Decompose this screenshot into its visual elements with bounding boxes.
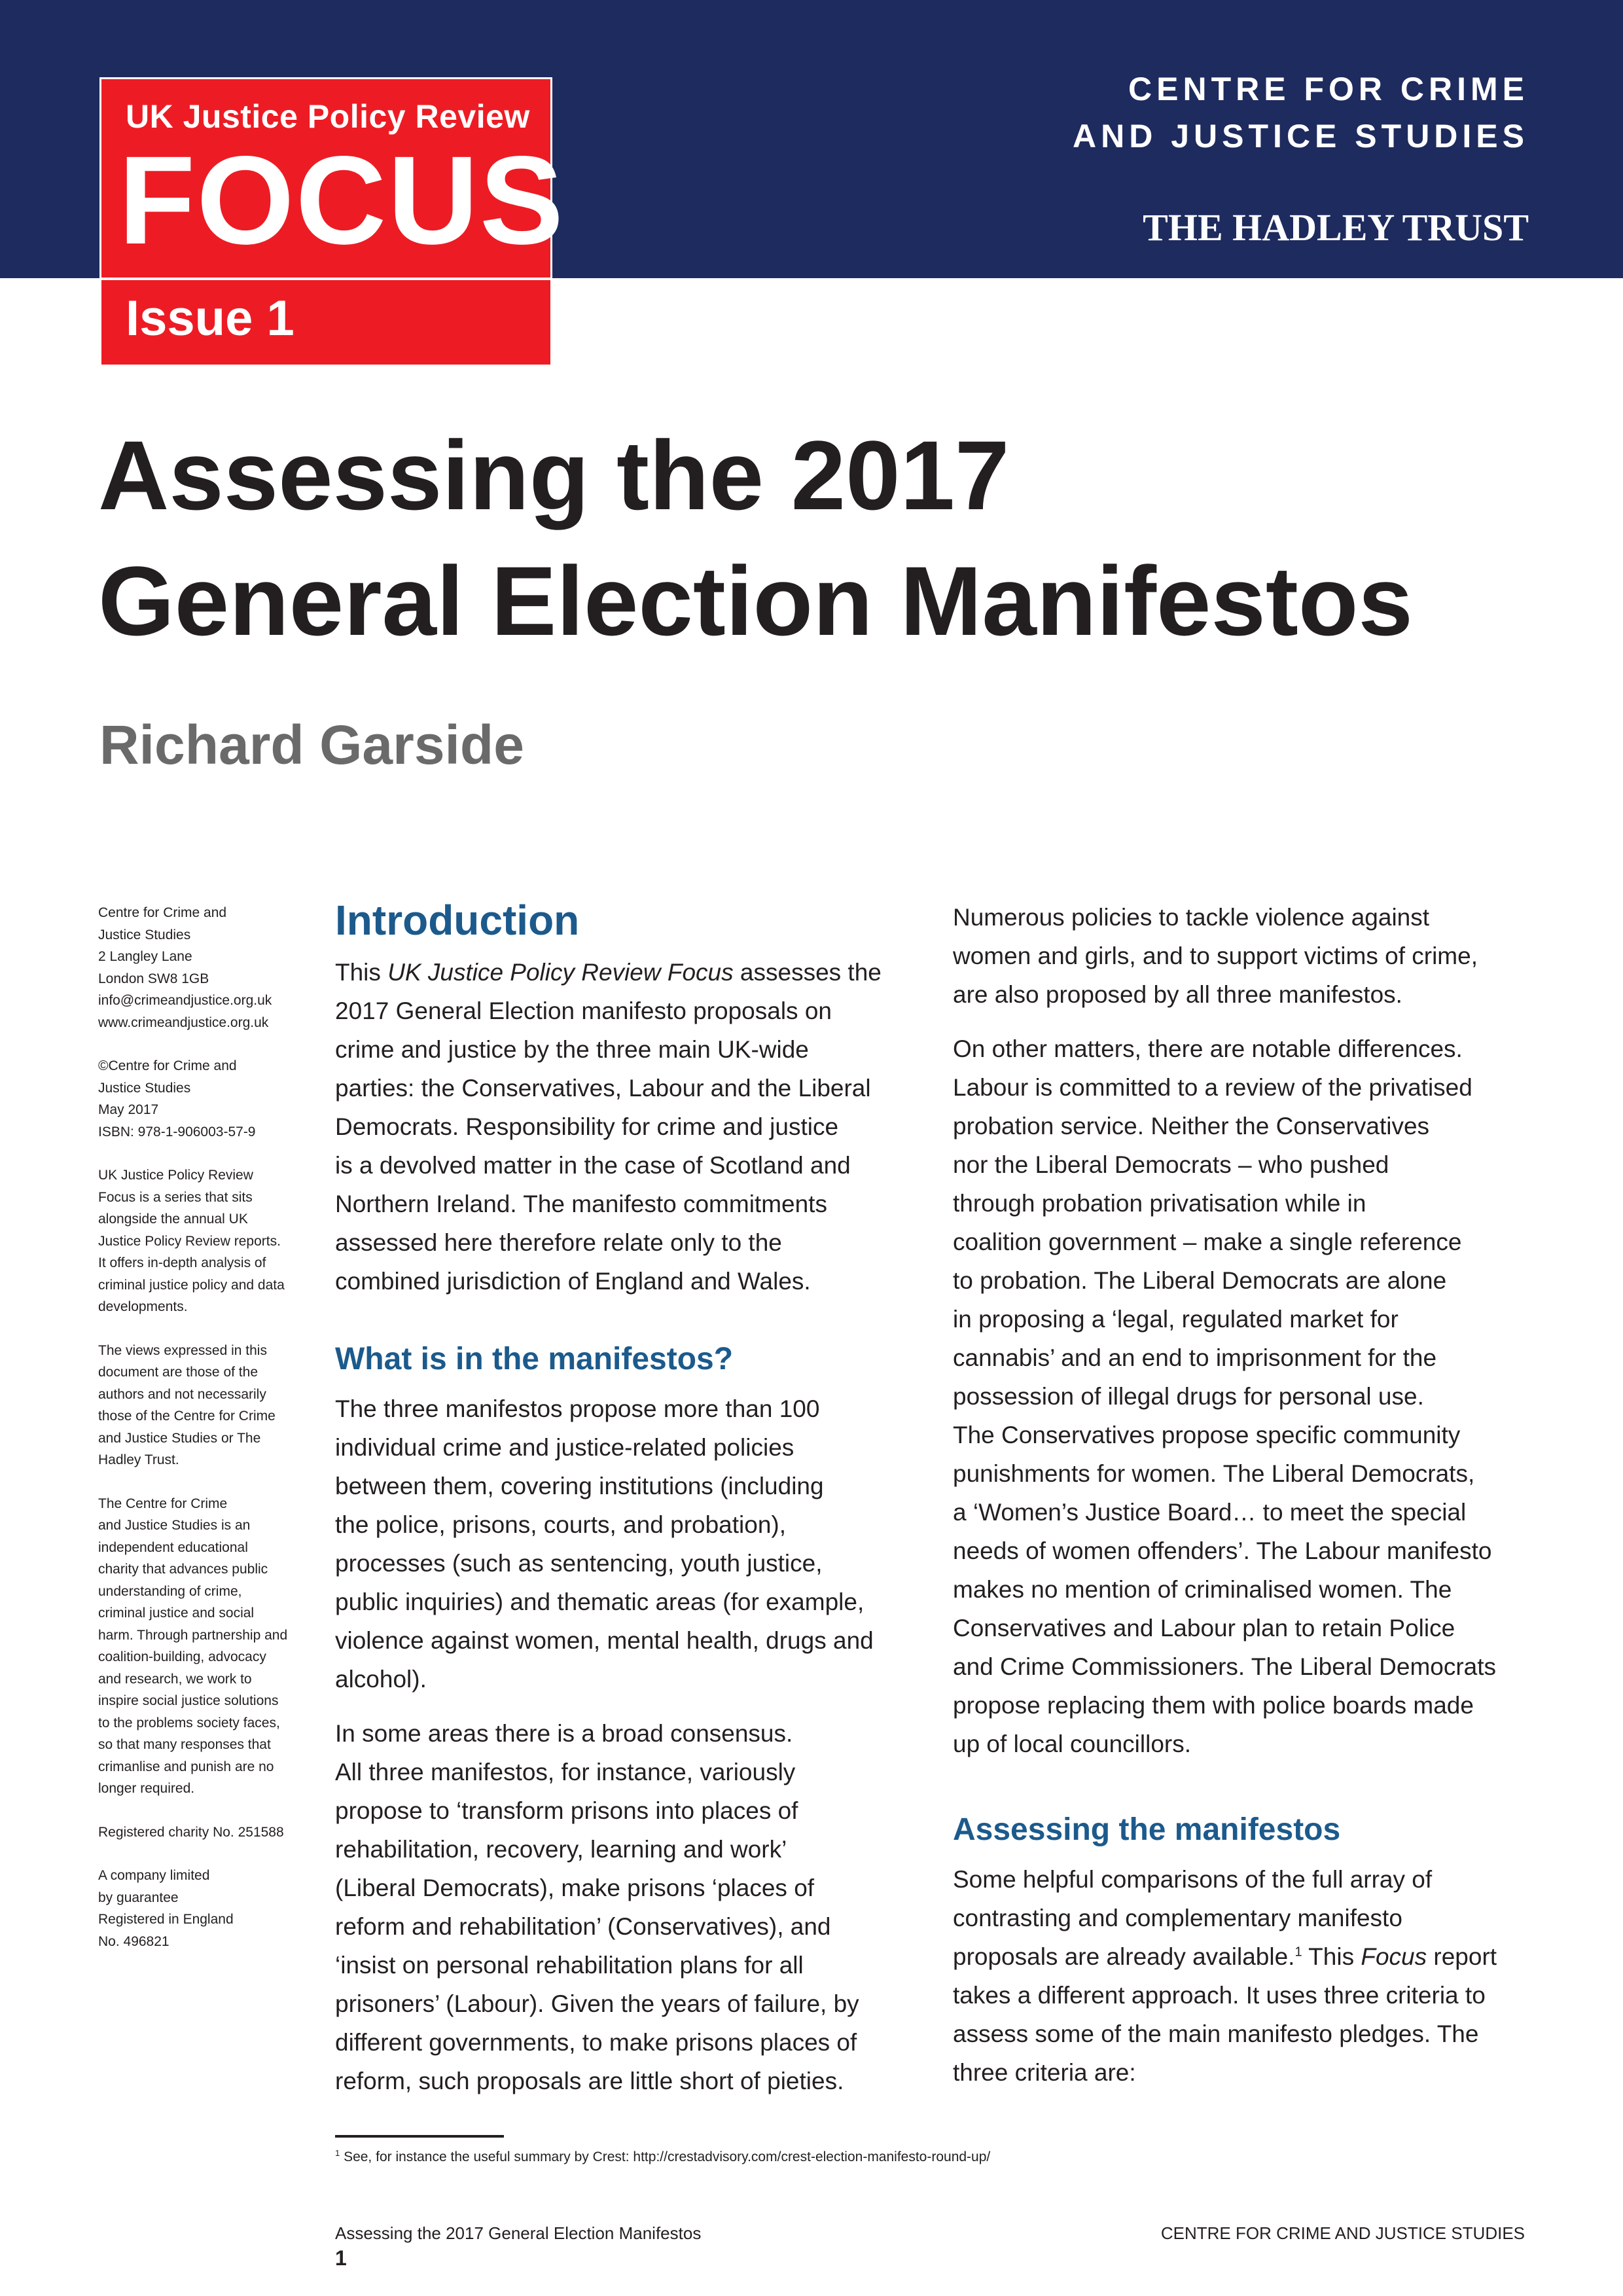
introduction-paragraph	[335, 953, 911, 1300]
footnote-rule	[335, 2135, 504, 2138]
focus-wordmark: FOCUS	[118, 130, 565, 270]
author-name: Richard Garside	[99, 714, 524, 776]
text-line: charity that advances public	[98, 1562, 268, 1577]
text-line: in proposing a ‘legal, regulated market for	[953, 1306, 1399, 1333]
text-line: London SW8 1GB	[98, 971, 209, 986]
paragraph-line: contrasting and complementary manifesto	[953, 1905, 1402, 1931]
text-line: Northern Ireland. The manifesto commitments	[335, 1191, 827, 1217]
sidebar-charity-number	[98, 1821, 321, 1844]
text-line: by guarantee	[98, 1890, 179, 1905]
series-name: UK Justice Policy Review	[126, 98, 530, 135]
text-line: possession of illegal drugs for personal use.	[953, 1383, 1424, 1410]
text-line: through probation privatisation while in	[953, 1190, 1366, 1217]
org-line-2: AND JUSTICE STUDIES	[1073, 118, 1529, 154]
text-line: cannabis’ and an end to imprisonment for the	[953, 1344, 1437, 1371]
issue-number: Issue 1	[126, 291, 294, 346]
sidebar-address	[98, 902, 321, 1033]
text-line: nor the Liberal Democrats – who pushed	[953, 1151, 1389, 1178]
footnote-text: See, for instance the useful summary by Crest: http://crestadvisory.com/crest-election-manifesto-round-up/	[340, 2149, 991, 2164]
logo-divider	[101, 278, 550, 280]
text-line: those of the Centre for Crime	[98, 1408, 276, 1424]
text-line: inspire social justice solutions	[98, 1693, 279, 1708]
text-line: assessed here therefore relate only to the	[335, 1229, 782, 1256]
text-line: different governments, to make prisons places of	[335, 2029, 857, 2056]
differences-paragraph	[953, 1030, 1555, 1763]
body-column-1	[335, 895, 911, 2116]
text-line: alongside the annual UK	[98, 1211, 248, 1227]
page-title	[98, 412, 1571, 664]
text-line: the police, prisons, courts, and probation),	[335, 1511, 786, 1538]
org-line-1: CENTRE FOR CRIME	[1128, 71, 1529, 107]
sidebar-info	[98, 902, 321, 1974]
text-line: ISBN: 978-1-906003-57-9	[98, 1124, 256, 1139]
footnote-reference[interactable]: 1	[1294, 1945, 1302, 1960]
text-line: public inquiries) and thematic areas (for example,	[335, 1588, 865, 1615]
publication-title: UK Justice Policy Review Focus	[387, 959, 734, 986]
text-line: probation service. Neither the Conservatives	[953, 1113, 1430, 1139]
text-line: punishments for women. The Liberal Democrats,	[953, 1460, 1475, 1487]
text-line: The three manifestos propose more than 100	[335, 1395, 820, 1422]
text-line: prisoners’ (Labour). Given the years of failure, by	[335, 1990, 859, 2017]
focus-logo-box	[99, 77, 565, 367]
text-line: between them, covering institutions (including	[335, 1473, 824, 1499]
text-line: to the problems society faces,	[98, 1715, 280, 1731]
text-line: Focus is a series that sits	[98, 1189, 253, 1205]
text-line: criminal justice policy and data	[98, 1277, 285, 1293]
text-line: Justice Studies	[98, 927, 191, 942]
text-line: (Liberal Democrats), make prisons ‘places of	[335, 1874, 815, 1901]
text-line: reform, such proposals are little short of pieties.	[335, 2068, 844, 2094]
text-line: parties: the Conservatives, Labour and the Liberal	[335, 1075, 871, 1102]
text-line: takes a different approach. It uses three criteria to	[953, 1982, 1486, 2009]
sidebar-series-note	[98, 1164, 321, 1318]
text-line: and Justice Studies or The	[98, 1430, 261, 1446]
text-line: Democrats. Responsibility for crime and justice	[335, 1113, 839, 1140]
footer-organisation: CENTRE FOR CRIME AND JUSTICE STUDIES	[1160, 2223, 1525, 2243]
text-line: are also proposed by all three manifestos.	[953, 981, 1402, 1008]
text-line: violence against women, mental health, drugs and	[335, 1627, 874, 1654]
text-span: proposals are already available.	[953, 1943, 1295, 1970]
text-line: needs of women offenders’. The Labour manifesto	[953, 1537, 1492, 1564]
text-line: individual crime and justice-related policies	[335, 1434, 794, 1461]
text-line: In some areas there is a broad consensus.	[335, 1720, 793, 1747]
what-paragraph-2	[335, 1714, 911, 2100]
text-line: UK Justice Policy Review	[98, 1168, 253, 1183]
organisation-name	[1073, 65, 1529, 160]
text-line: May 2017	[98, 1102, 159, 1117]
what-is-in-heading: What is in the manifestos?	[335, 1342, 734, 1376]
text-line: three criteria are:	[953, 2059, 1136, 2086]
text-line: ©Centre for Crime and	[98, 1058, 237, 1073]
text-line: propose to ‘transform prisons into places of	[335, 1797, 798, 1824]
text-line: 2017 General Election manifesto proposals on	[335, 997, 832, 1024]
footnote	[335, 2143, 990, 2168]
text-line: developments.	[98, 1299, 188, 1314]
text-line: On other matters, there are notable differences.	[953, 1035, 1463, 1062]
text-line: The views expressed in this	[98, 1342, 267, 1358]
text-line: assess some of the main manifesto pledges. The	[953, 2020, 1479, 2047]
text-line: All three manifestos, for instance, variously	[335, 1759, 796, 1785]
paragraph-lines	[953, 1976, 1555, 2092]
text-line: Registered in England	[98, 1912, 234, 1927]
text-line: harm. Through partnership and	[98, 1627, 288, 1643]
sidebar-charity-about	[98, 1493, 321, 1800]
assessing-paragraph	[953, 1860, 1555, 2092]
footer-document-title: Assessing the 2017 General Election Manifestos	[335, 2223, 702, 2243]
text-line: Labour is committed to a review of the privatised	[953, 1074, 1472, 1101]
text-line: and Justice Studies is an	[98, 1518, 251, 1533]
sidebar-company	[98, 1865, 321, 1952]
publication-title: Focus	[1361, 1943, 1427, 1970]
text-line: 2 Langley Lane	[98, 949, 192, 964]
text-line: up of local councillors.	[953, 1731, 1192, 1757]
violence-paragraph	[953, 898, 1555, 1014]
funder-name: THE HADLEY TRUST	[1143, 206, 1529, 249]
text-line: combined jurisdiction of England and Wales.	[335, 1268, 811, 1295]
text-line: understanding of crime,	[98, 1583, 242, 1599]
paragraph-line	[335, 953, 911, 992]
text-line: Hadley Trust.	[98, 1452, 179, 1467]
text-line: and research, we work to	[98, 1671, 252, 1687]
text-line: crime and justice by the three main UK-wide	[335, 1036, 809, 1063]
text-line: authors and not necessarily	[98, 1386, 266, 1402]
title-line-2: General Election Manifestos	[98, 546, 1413, 656]
text-line: propose replacing them with police boards made	[953, 1692, 1474, 1719]
text-line: It offers in-depth analysis of	[98, 1255, 266, 1270]
what-paragraph-1	[335, 1390, 911, 1698]
assessing-heading: Assessing the manifestos	[953, 1812, 1341, 1847]
text-line: a ‘Women’s Justice Board… to meet the special	[953, 1499, 1467, 1526]
title-line-1: Assessing the 2017	[98, 420, 1010, 530]
text-line: Justice Studies	[98, 1080, 191, 1096]
text-line: www.crimeandjustice.org.uk	[98, 1014, 269, 1030]
sidebar-disclaimer	[98, 1340, 321, 1471]
text-span: assesses the	[733, 959, 882, 986]
text-span: This	[335, 959, 388, 986]
text-line: makes no mention of criminalised women. The	[953, 1576, 1452, 1603]
paragraph-line	[953, 1937, 1555, 1976]
paragraph-line: Some helpful comparisons of the full array of	[953, 1866, 1433, 1893]
text-line: No. 496821	[98, 1933, 169, 1949]
text-line: info@crimeandjustice.org.uk	[98, 993, 272, 1008]
text-line: The Conservatives propose specific community	[953, 1422, 1461, 1448]
text-line: independent educational	[98, 1539, 248, 1555]
text-line: coalition-building, advocacy	[98, 1649, 266, 1664]
text-line: longer required.	[98, 1781, 195, 1796]
text-line: document are those of the	[98, 1365, 258, 1380]
sidebar-copyright	[98, 1055, 321, 1143]
text-line: criminal justice and social	[98, 1605, 255, 1621]
text-line: processes (such as sentencing, youth justice,	[335, 1550, 823, 1577]
introduction-heading: Introduction	[335, 897, 580, 944]
text-line: coalition government – make a single reference	[953, 1229, 1462, 1255]
text-line: so that many responses that	[98, 1737, 271, 1752]
text-line: Conservatives and Labour plan to retain Police	[953, 1615, 1455, 1641]
text-line: A company limited	[98, 1868, 210, 1883]
footnote-number: 1	[335, 2148, 340, 2158]
text-span: This	[1302, 1943, 1361, 1970]
text-line: Registered charity No. 251588	[98, 1824, 284, 1840]
text-line: to probation. The Liberal Democrats are alone	[953, 1267, 1447, 1294]
text-line: alcohol).	[335, 1666, 427, 1693]
text-line: is a devolved matter in the case of Scotland and	[335, 1152, 851, 1179]
text-line: Justice Policy Review reports.	[98, 1233, 281, 1249]
page-number: 1	[335, 2246, 347, 2270]
text-line: ‘insist on personal rehabilitation plans for all	[335, 1952, 804, 1979]
text-line: crimanlise and punish are no	[98, 1759, 274, 1774]
text-line: women and girls, and to support victims of crime,	[953, 942, 1478, 969]
paragraph-lines	[335, 992, 911, 1300]
text-line: Numerous policies to tackle violence against	[953, 904, 1430, 931]
text-line: rehabilitation, recovery, learning and work’	[335, 1836, 787, 1863]
text-line: and Crime Commissioners. The Liberal Democrats	[953, 1653, 1497, 1680]
text-line: The Centre for Crime	[98, 1496, 228, 1511]
text-line: Centre for Crime and	[98, 905, 227, 920]
text-line: reform and rehabilitation’ (Conservatives), and	[335, 1913, 831, 1940]
text-span: report	[1427, 1943, 1497, 1970]
body-column-2	[953, 898, 1555, 2108]
